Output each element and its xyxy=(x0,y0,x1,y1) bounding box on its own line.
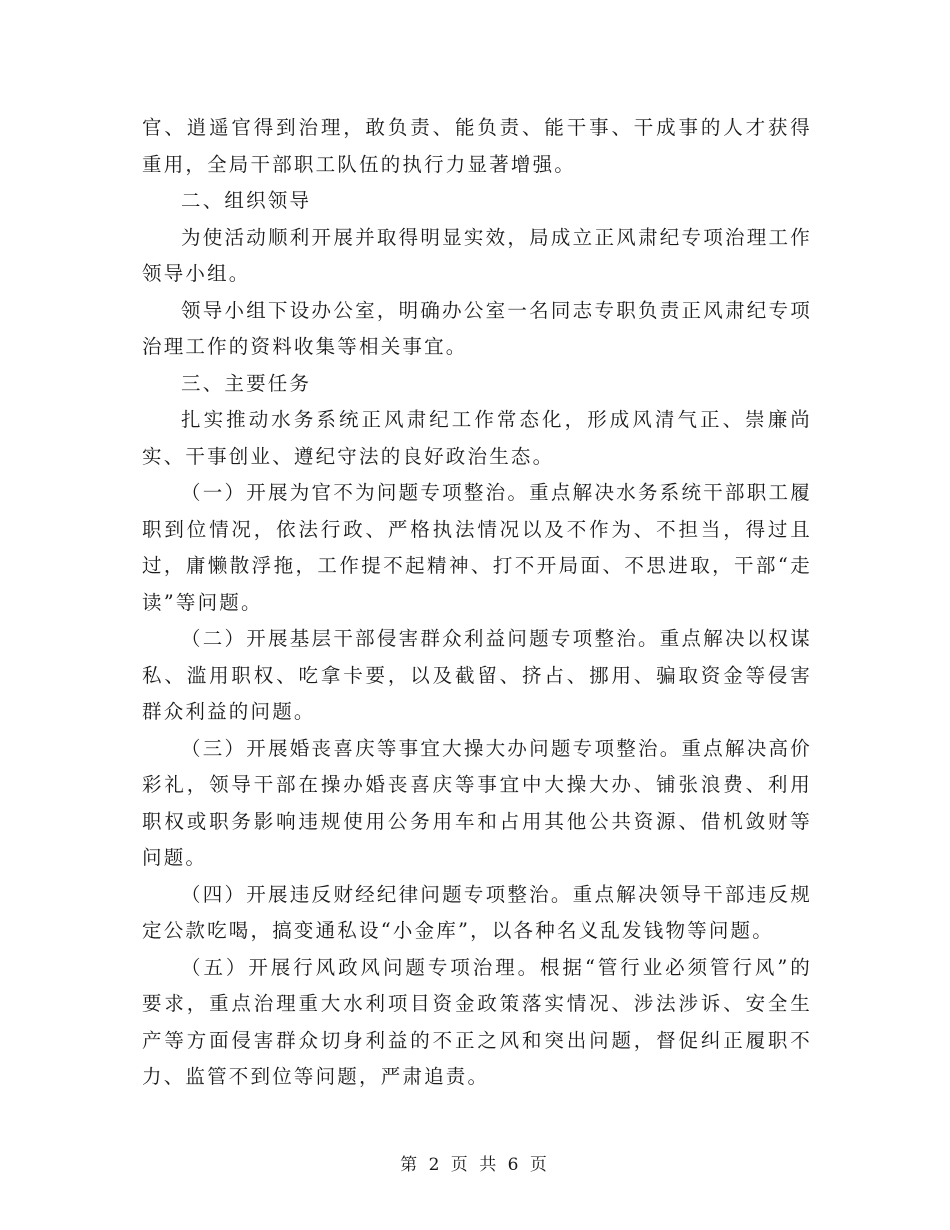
section-heading-main-tasks: 三、主要任务 xyxy=(181,371,312,395)
paragraph-task-4: （四）开展违反财经纪律问题专项整治。重点解决领导干部违反规定公款吃喝，搞变通私设“小金库”，以各种名义乱发钱物等问题。 xyxy=(142,882,812,942)
paragraph-task-1: （一）开展为官不为问题专项整治。重点解决水务系统干部职工履职到位情况，依法行政、严格执法情况以及不作为、不担当，得过且过，庸懒散浮拖，工作提不起精神、打不开局面、不思进取，干部“走读”等问题。 xyxy=(142,481,812,614)
paragraph-task-3: （三）开展婚丧喜庆等事宜大操大办问题专项整治。重点解决高价彩礼，领导干部在操办婚丧喜庆等事宜中大操大办、铺张浪费、利用职权或职务影响违规使用公务用车和占用其他公共资源、借机敛财等问题。 xyxy=(142,736,812,869)
page-number-footer: 第 2 页 共 6 页 xyxy=(400,1155,550,1175)
paragraph-task-5: （五）开展行风政风问题专项治理。根据“管行业必须管行风”的要求，重点治理重大水利项目资金政策落实情况、涉法涉诉、安全生产等方面侵害群众切身利益的不正之风和突出问题，督促纠正履职不力、监管不到位等问题，严肃追责。 xyxy=(142,955,812,1088)
section-heading-organization: 二、组织领导 xyxy=(181,189,312,212)
document-body xyxy=(142,110,812,1096)
paragraph-continuation: 官、逍遥官得到治理，敢负责、能负责、能干事、干成事的人才获得重用，全局干部职工队伍的执行力显著增强。 xyxy=(142,116,812,176)
paragraph: 为使活动顺利开展并取得明显实效，局成立正风肃纪专项治理工作领导小组。 xyxy=(142,225,812,285)
paragraph-task-2: （二）开展基层干部侵害群众利益问题专项整治。重点解决以权谋私、滥用职权、吃拿卡要，以及截留、挤占、挪用、骗取资金等侵害群众利益的问题。 xyxy=(142,627,812,723)
paragraph: 领导小组下设办公室，明确办公室一名同志专职负责正风肃纪专项治理工作的资料收集等相关事宜。 xyxy=(142,298,812,358)
paragraph: 扎实推动水务系统正风肃纪工作常态化，形成风清气正、崇廉尚实、干事创业、遵纪守法的良好政治生态。 xyxy=(142,408,812,468)
